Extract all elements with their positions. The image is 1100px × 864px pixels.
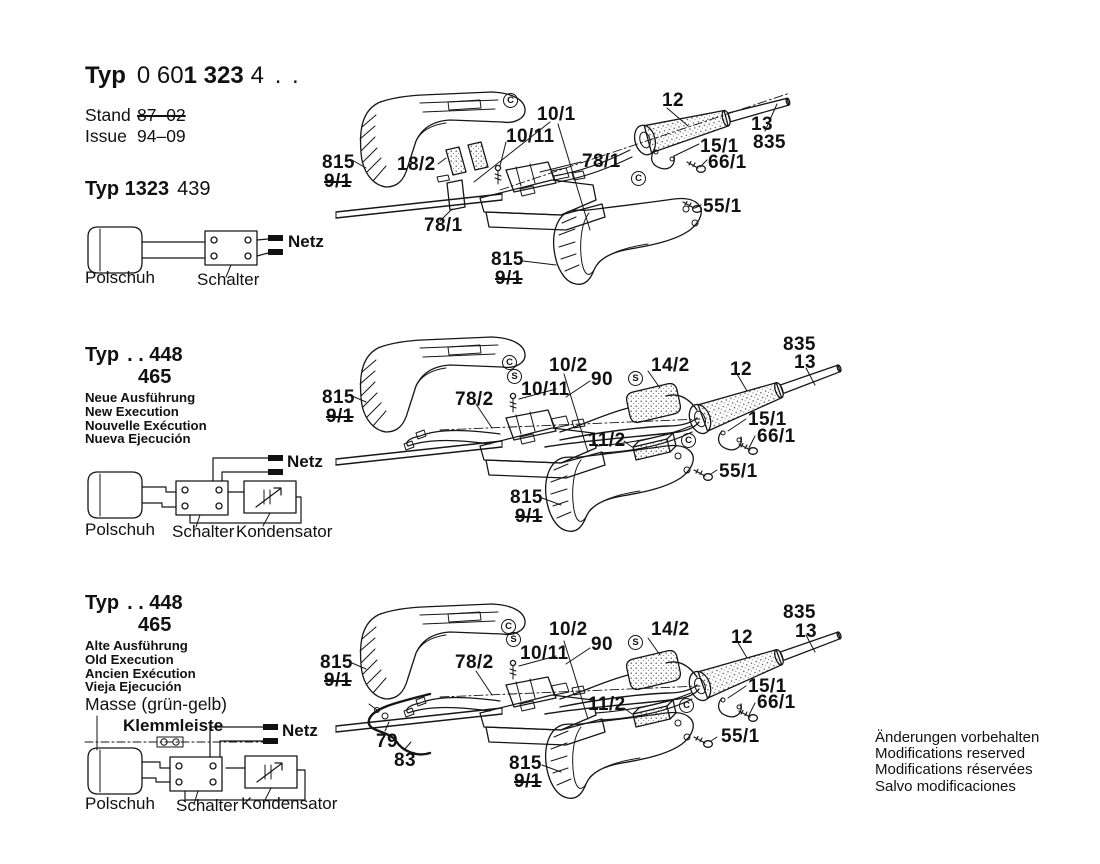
- part-number-10-11: 10/11: [521, 379, 570, 400]
- part-number-66-1: 66/1: [708, 152, 747, 173]
- execution-line: Nueva Ejecución: [85, 431, 191, 447]
- part-number-90: 90: [591, 369, 613, 390]
- part-number-9-1: 9/1: [495, 268, 523, 289]
- execution-line: Old Execution: [85, 651, 174, 667]
- middle-typ-title: [85, 344, 183, 366]
- middle-typ-label: Typ: [85, 344, 120, 366]
- execution-line: Nouvelle Exécution: [85, 417, 207, 433]
- circled-letter-c: C: [631, 171, 646, 186]
- part-number-83: 83: [394, 750, 416, 771]
- part-number-11-2: 11/2: [588, 694, 626, 715]
- label-polschuh-top: Polschuh: [85, 268, 155, 287]
- part-number-9-1: 9/1: [324, 670, 352, 691]
- label-kondensator-middle: Kondensator: [236, 522, 333, 541]
- part-number-10-2: 10/2: [549, 355, 588, 376]
- part-number-815: 815: [510, 487, 543, 508]
- part-number-15-1: 15/1: [700, 136, 739, 157]
- part-number-79: 79: [376, 731, 398, 752]
- middle-typ-value: . . 448: [127, 344, 183, 366]
- variant-bold: Typ 1323: [85, 178, 170, 200]
- circled-letter-s: S: [506, 632, 521, 647]
- circled-letter-c: C: [679, 698, 694, 713]
- part-number-14-2: 14/2: [651, 355, 690, 376]
- circled-letter-c: C: [681, 433, 696, 448]
- part-number-55-1: 55/1: [703, 196, 742, 217]
- circled-letter-c: C: [501, 619, 516, 634]
- part-number-12: 12: [662, 90, 684, 111]
- notice-line: Modifications réservées: [875, 761, 1033, 779]
- part-number-10-2: 10/2: [549, 619, 588, 640]
- wiring-schematic-middle: [88, 455, 301, 527]
- part-number-815: 815: [509, 753, 542, 774]
- part-number-9-1: 9/1: [324, 171, 352, 192]
- part-number-9-1: 9/1: [514, 771, 542, 792]
- part-number-9-1: 9/1: [515, 506, 543, 527]
- part-number-78-2: 78/2: [455, 652, 494, 673]
- bottom-execution-block: [85, 639, 196, 694]
- part-number-10-1: 10/1: [537, 104, 576, 125]
- type-code-normal2: 4 . .: [250, 62, 301, 89]
- notice-line: Modifications reserved: [875, 745, 1026, 763]
- execution-line: New Execution: [85, 403, 179, 419]
- part-number-78-2: 78/2: [455, 389, 494, 410]
- part-number-13: 13: [795, 621, 817, 642]
- part-number-78-1: 78/1: [424, 215, 463, 236]
- part-number-835: 835: [783, 602, 816, 623]
- bottom-typ-value: . . 448: [127, 592, 183, 614]
- part-number-66-1: 66/1: [757, 692, 796, 713]
- bottom-typ-value2: 465: [138, 614, 172, 636]
- variant-title: [85, 178, 211, 200]
- part-number-11-2: 11/2: [588, 430, 626, 451]
- bottom-typ-label: Typ: [85, 592, 120, 614]
- execution-line: Ancien Exécution: [85, 665, 196, 681]
- circled-letter-s: S: [628, 371, 643, 386]
- label-netz-top: Netz: [288, 232, 324, 251]
- part-number-13: 13: [794, 352, 816, 373]
- typ-label: Typ: [85, 62, 126, 89]
- bottom-typ-title: [85, 592, 183, 614]
- part-number-15-1: 15/1: [748, 409, 787, 430]
- notice-line: Änderungen vorbehalten: [875, 729, 1040, 746]
- part-number-13: 13: [751, 114, 773, 135]
- part-number-18-2: 18/2: [397, 154, 436, 175]
- part-number-835: 835: [783, 334, 816, 355]
- part-number-66-1: 66/1: [757, 426, 796, 447]
- part-number-9-1: 9/1: [326, 406, 354, 427]
- variant-rest: 439: [177, 178, 211, 200]
- circled-letter-s: S: [628, 635, 643, 650]
- part-number-10-11: 10/11: [520, 643, 569, 664]
- part-number-14-2: 14/2: [651, 619, 690, 640]
- part-number-55-1: 55/1: [721, 726, 760, 747]
- part-number-815: 815: [322, 152, 355, 173]
- part-number-12: 12: [731, 627, 753, 648]
- stand-label: Stand: [85, 105, 131, 125]
- issue-value: 94–09: [137, 126, 186, 146]
- label-kondensator-bottom: Kondensator: [241, 794, 338, 813]
- label-netz-middle: Netz: [287, 452, 323, 471]
- execution-line: Alte Ausführung: [85, 638, 188, 653]
- circled-letter-s: S: [507, 369, 522, 384]
- circled-letter-c: C: [503, 93, 518, 108]
- modifications-notice: [875, 730, 1039, 795]
- label-schalter-top: Schalter: [197, 270, 260, 289]
- type-code-normal1: 0 60: [136, 62, 184, 89]
- part-number-815: 815: [322, 387, 355, 408]
- issue-label: Issue: [85, 126, 127, 146]
- part-number-78-1: 78/1: [582, 151, 621, 172]
- label-masse: Masse (grün-gelb): [85, 694, 227, 714]
- label-klemmleiste: Klemmleiste: [123, 716, 224, 735]
- label-schalter-bottom: Schalter: [176, 796, 239, 815]
- circled-letter-c: C: [502, 355, 517, 370]
- part-number-12: 12: [730, 359, 752, 380]
- part-number-90: 90: [591, 634, 613, 655]
- label-netz-bottom: Netz: [282, 721, 318, 740]
- part-number-10-11: 10/11: [506, 126, 555, 147]
- part-number-815: 815: [491, 249, 524, 270]
- execution-line: Vieja Ejecución: [85, 679, 182, 695]
- stand-line: [85, 106, 186, 125]
- label-polschuh-middle: Polschuh: [85, 520, 155, 539]
- issue-line: [85, 127, 186, 146]
- part-number-15-1: 15/1: [748, 676, 787, 697]
- type-code-bold: 1 323: [183, 62, 244, 89]
- part-number-815: 815: [320, 652, 353, 673]
- type-code-line: [85, 63, 301, 89]
- part-number-835: 835: [753, 132, 786, 153]
- label-schalter-middle: Schalter: [172, 522, 235, 541]
- middle-typ-value2: 465: [138, 366, 172, 388]
- label-polschuh-bottom: Polschuh: [85, 794, 155, 813]
- stand-value: 87–02: [137, 105, 186, 125]
- part-number-55-1: 55/1: [719, 461, 758, 482]
- middle-execution-block: [85, 391, 207, 446]
- execution-line: Neue Ausführung: [85, 390, 196, 405]
- notice-line: Salvo modificaciones: [875, 777, 1016, 795]
